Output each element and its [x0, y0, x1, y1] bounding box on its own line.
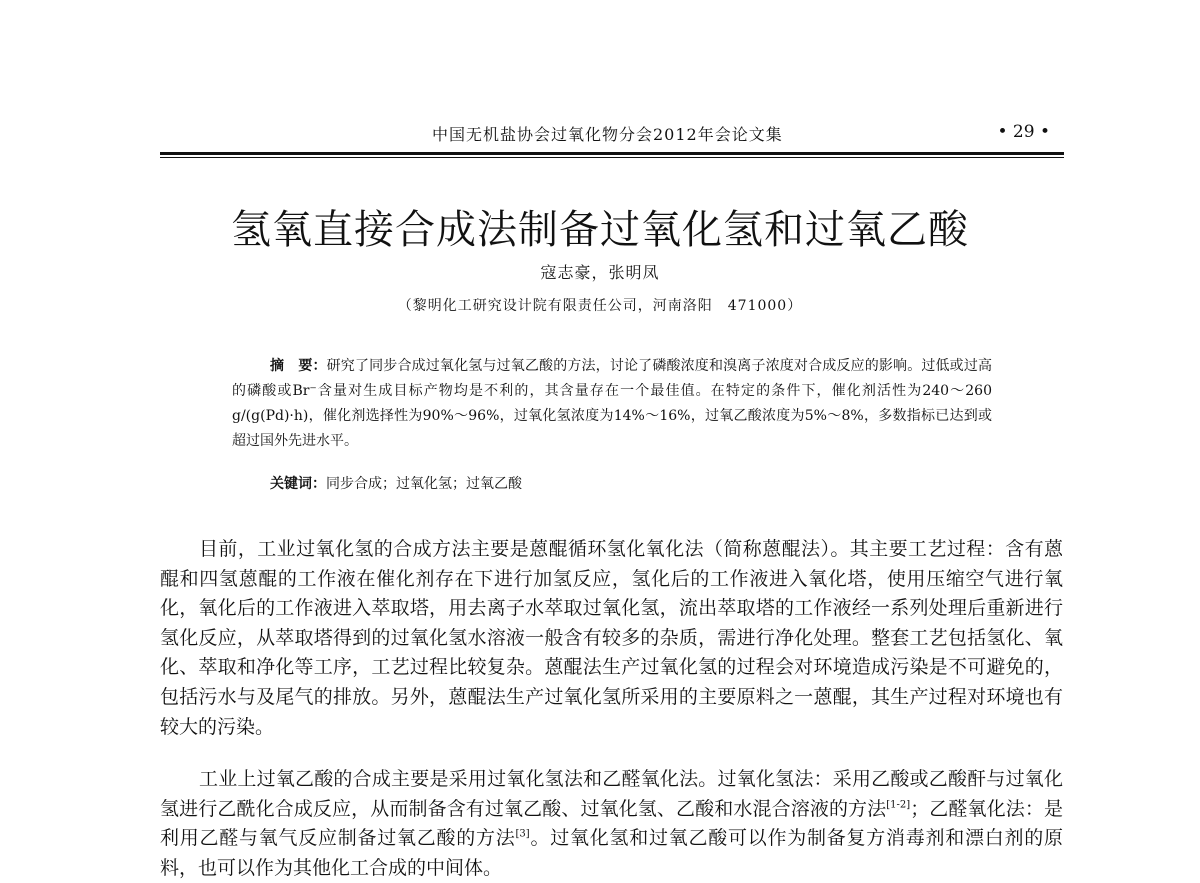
citation-3: [3]	[515, 828, 530, 840]
body-paragraph-2	[160, 765, 1063, 883]
journal-title: 中国无机盐协会过氧化物分会2012年会论文集	[432, 125, 783, 144]
abstract-label: 摘 要：	[270, 358, 327, 374]
keywords-text: 同步合成；过氧化氢；过氧乙酸	[326, 476, 522, 492]
citation-1-2: [1-2]	[886, 799, 911, 811]
authors: 寇志豪，张明凤	[540, 263, 660, 282]
body-paragraph-1: 目前，工业过氧化氢的合成方法主要是蒽醌循环氢化氧化法（简称蒽醌法）。其主要工艺过程：含有蒽醌和四氢蒽醌的工作液在催化剂存在下进行加氢反应，氢化后的工作液进入氧化塔，使用压缩空气进行氧化，氧化后的工作液进入萃取塔，用去离子水萃取过氧化氢，流出萃取塔的工作液经一系列处理后重新进行氢化反应，从萃取塔得到的过氧化氢水溶液一般含有较多的杂质，需进行净化处理。整套工艺包括氢化、氧化、萃取和净化等工序，工艺过程比较复杂。蒽醌法生产过氧化氢的过程会对环境造成污染是不可避免的，包括污水与及尾气的排放。另外，蒽醌法生产过氧化氢所采用的主要原料之一蒽醌，其生产过程对环境也有较大的污染。	[160, 538, 1063, 738]
paragraph-2-part-c: 。过氧化氢和过氧乙酸可以作为制备复方消毒剂和漂白剂的原料，也可以作为其他化工合成的中间体。	[160, 827, 1063, 879]
header-rule-thick	[160, 152, 1064, 155]
abstract-text: 研究了同步合成过氧化氢与过氧乙酸的方法，讨论了磷酸浓度和溴离子浓度对合成反应的影响。过低或过高的磷酸或Br⁻含量对生成目标产物均是不利的，其含量存在一个最佳值。在特定的条件下，催化剂活性为240～260 g/(g(Pd)·h)，催化剂选择性为90%～96%，过氧化氢浓度为14%～16%，过氧乙酸浓度为5%～8%，多数指标已达到或超过国外先进水平。	[232, 358, 992, 449]
paper-title: 氢氧直接合成法制备过氧化氢和过氧乙酸	[231, 207, 969, 253]
header-rule-thin	[160, 157, 1064, 158]
paragraph-2-part-a: 工业上过氧乙酸的合成主要是采用过氧化氢法和乙醛氧化法。过氧化氢法：采用乙酸或乙酸酐与过氧化氢进行乙酰化合成反应，从而制备含有过氧乙酸、过氧化氢、乙酸和水混合溶液的方法	[160, 768, 1063, 820]
keywords-label: 关键词：	[270, 476, 326, 492]
running-header	[160, 122, 1064, 148]
abstract	[232, 354, 992, 454]
paragraph-2-part-b: ；乙醛氧化法：是利用乙醛与氧气反应制备过氧乙酸的方法	[160, 797, 1063, 850]
page-number: • 29 •	[997, 122, 1050, 142]
affiliation: （黎明化工研究设计院有限责任公司，河南洛阳 471000）	[397, 298, 803, 314]
keywords	[270, 473, 522, 493]
